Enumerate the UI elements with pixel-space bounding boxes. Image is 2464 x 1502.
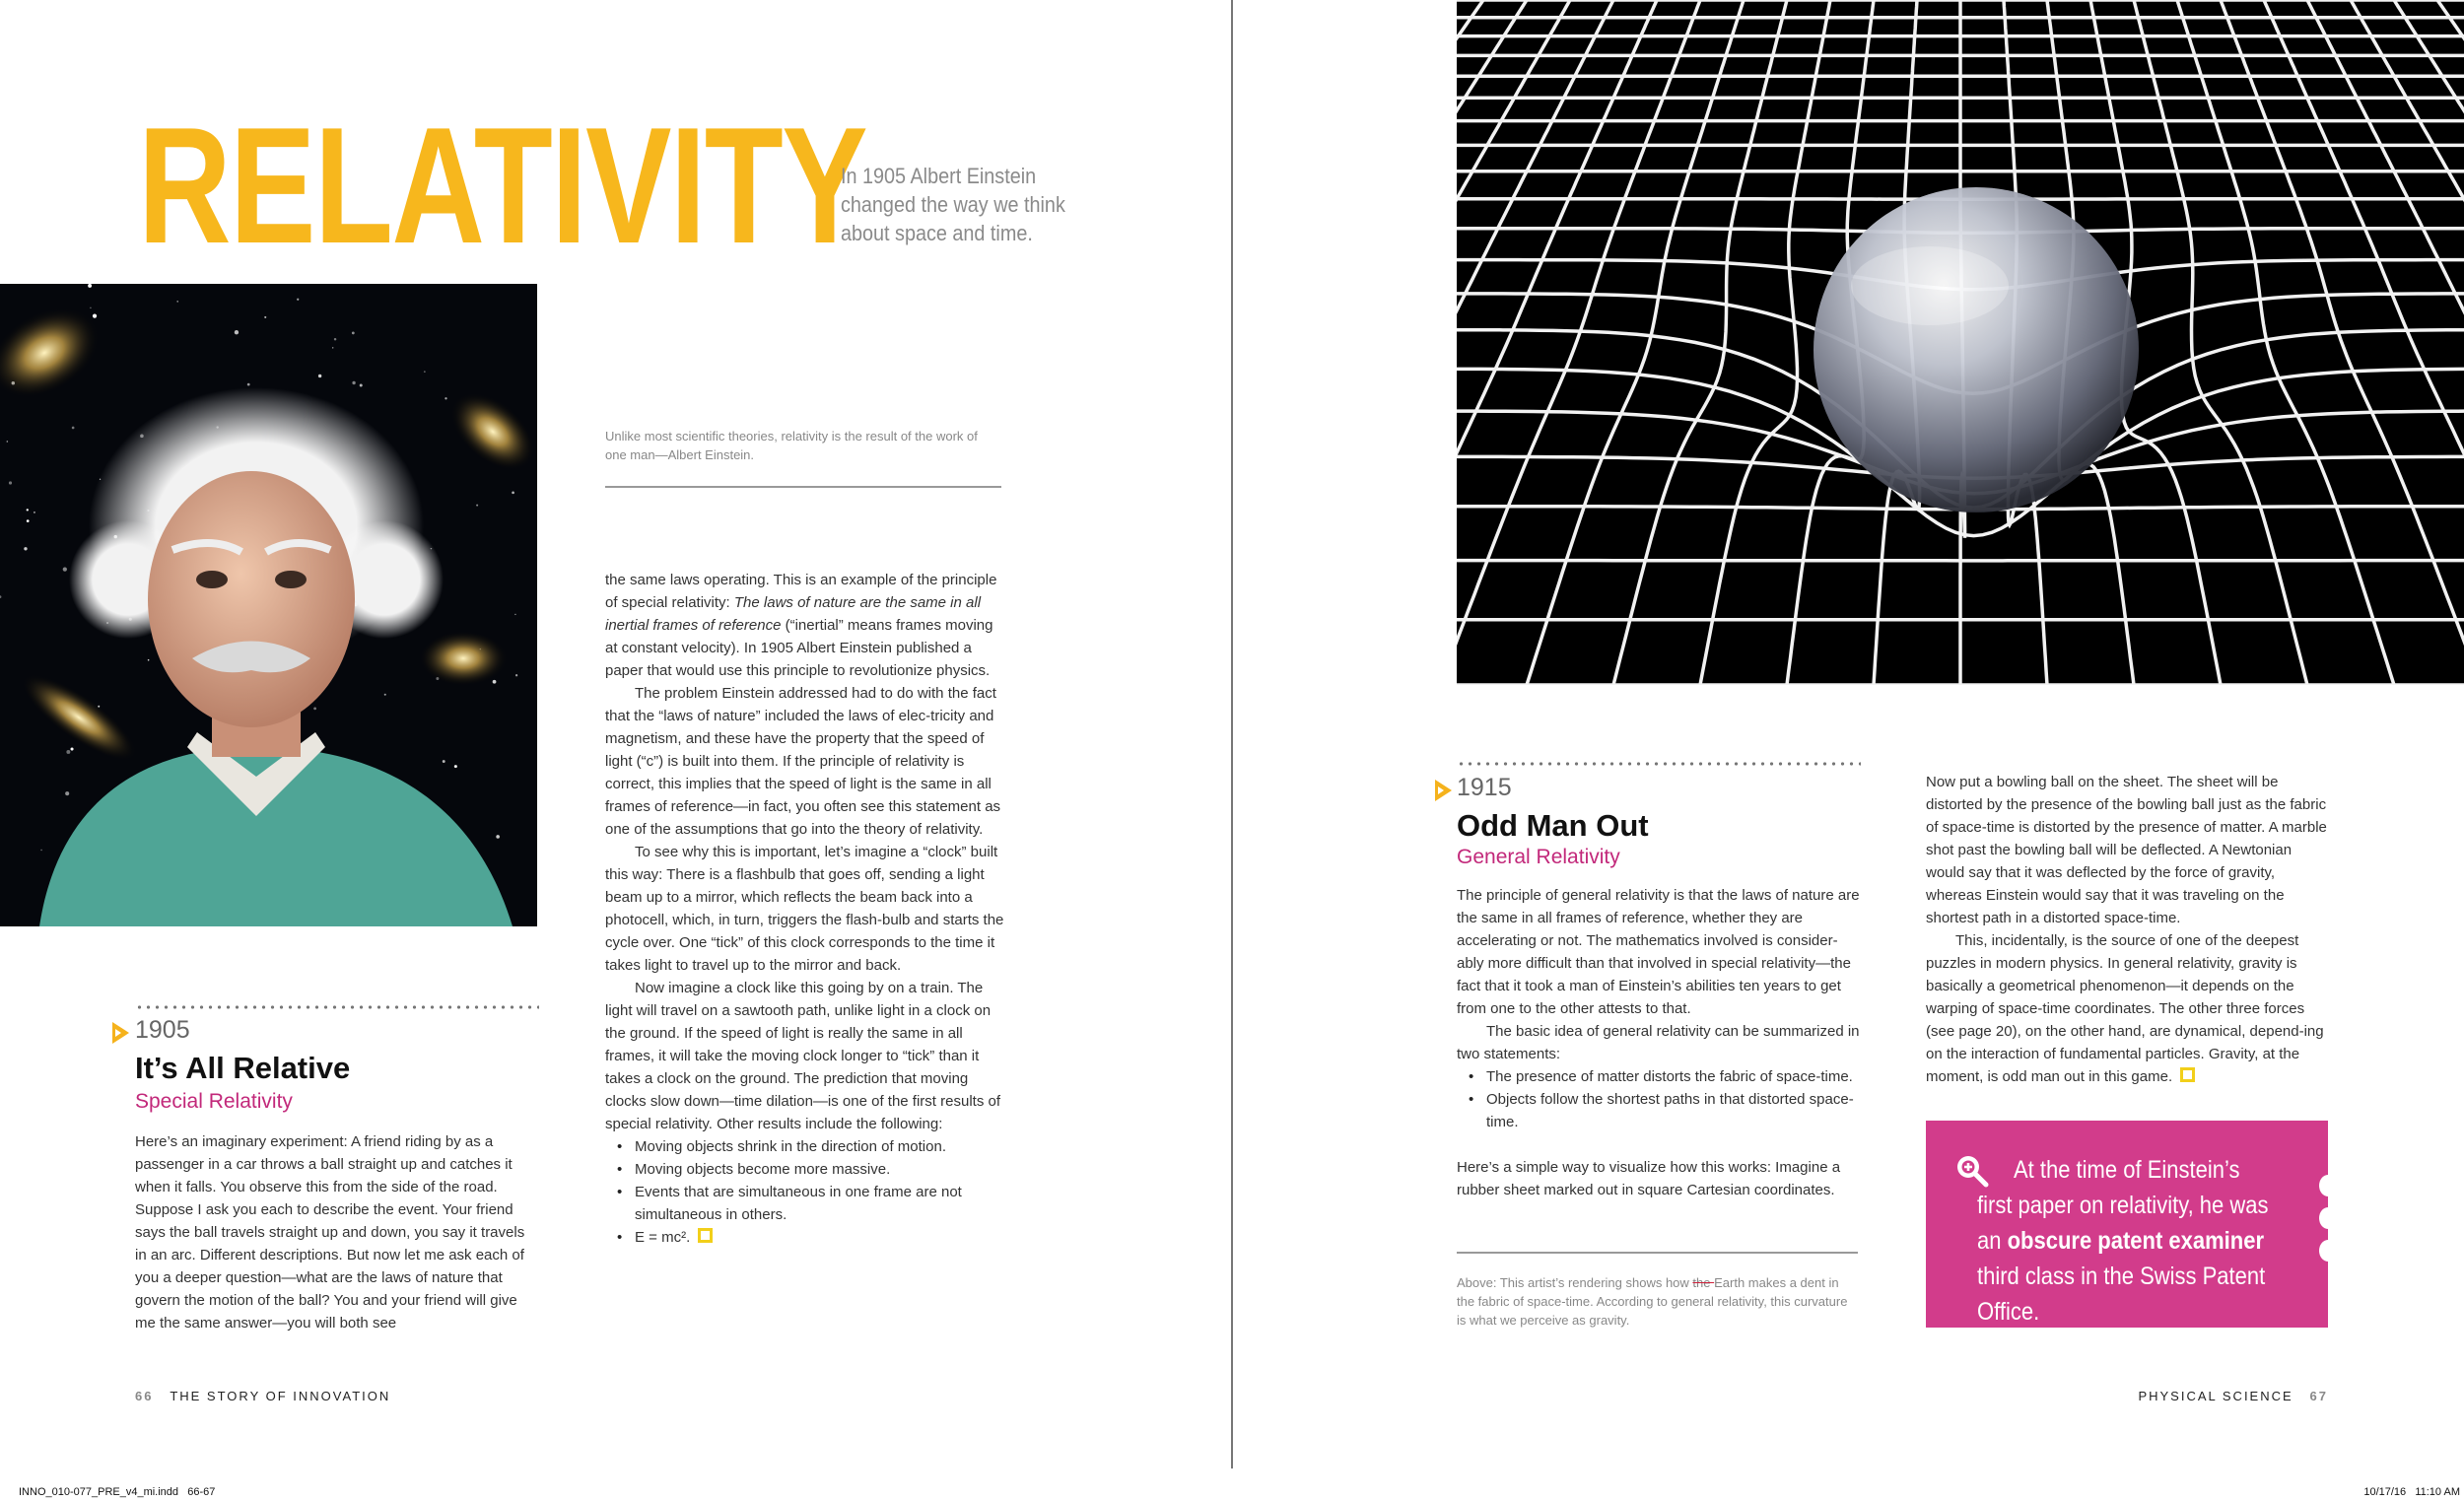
- paragraph: The basic idea of general relativity can be summarized in two statements:: [1457, 1023, 1860, 1062]
- list-item: • The presence of matter distorts the fabric of space-time.: [1486, 1065, 1861, 1088]
- fact-callout: [1926, 1121, 2328, 1328]
- paragraph: Here’s an imaginary experiment: A friend riding by as a passenger in a car throws a ball straight up and catches it when it falls. You observe this from the side of the road. Suppose I ask you each to describe the event. Your friend says the ball travels straight up and down, you say it travels in an arc. Different descriptions. But now let me ask each of you a deeper question—what are the laws of nature that govern the motion of the ball? You and your friend will give me the same answer—you will both see: [135, 1133, 525, 1331]
- section-body: [135, 1130, 539, 1334]
- paragraph: Now imagine a clock like this going by on a train. The light will travel on a sawtooth path, unlike light in a clock on the ground. If the speed of light is really the same in all frames, it will take the moving clock longer to “tick” than it takes a clock on the ground. The prediction that moving clocks slow down—time dilation—is one of the first results of special relativity. Other results include the following:: [605, 980, 1000, 1132]
- list-item: • Objects follow the shortest paths in that distorted space-time.: [1486, 1088, 1861, 1133]
- running-foot: PHYSICAL SCIENCE: [2138, 1389, 2293, 1403]
- end-mark-icon: [698, 1228, 713, 1243]
- section-body: [1457, 884, 1861, 1201]
- paragraph: [1926, 929, 2330, 1088]
- paragraph: To see why this is important, let’s imagine a “clock” built this way: There is a flashbulb that goes off, sending a light beam up to a mirror, which reflects the beam back into a photocell, which, in turn, triggers the flash-bulb and starts the cycle over. One “tick” of this clock corresponds to the time it takes light to travel up to the mirror and back.: [605, 844, 1004, 974]
- text: the same laws operating. This is an example of the principle of special relativity:: [605, 572, 997, 611]
- page-gutter: [1231, 0, 1233, 1468]
- text: At the time of Einstein’s first paper on relativity, he was an: [1977, 1156, 2269, 1255]
- text: Earth makes a dent in the fabric of space-time. According to general relativity, this curvature is what we perceive as gravity.: [1457, 1275, 1848, 1328]
- dotted-divider: [135, 1005, 539, 1009]
- section-body-continued: [1926, 771, 2330, 1088]
- list-item: [635, 1226, 1004, 1249]
- folio-right: [2138, 1389, 2328, 1403]
- intro-text: In 1905 Albert Einstein changed the way we think about space and time.: [841, 164, 1065, 245]
- struck-text: the: [1692, 1275, 1715, 1290]
- caption-rule: [605, 486, 1001, 488]
- section-year: 1915: [1457, 774, 1512, 801]
- image-caption: [1457, 1273, 1851, 1330]
- paragraph: The problem Einstein addressed had to do with the fact that the “laws of nature” included the laws of elec-tricity and magnetism, and these have the property that the speed of light (“c”) is built into them. If the principle of relativity is correct, this implies that the speed of light is the same in all frames of reference—in fact, you often see this statement as one of the assumptions that go into the theory of relativity.: [605, 685, 1001, 838]
- caption-rule: [1457, 1252, 1858, 1254]
- page-number: 66: [135, 1389, 154, 1403]
- text: This, incidentally, is the source of one of the deepest puzzles in modern physics. In general relativity, gravity is basically a geometrical phenomenon—it depends on the warping of space-time coordinates. The other three forces (see page 20), on the other hand, are dynamical, depend-ing on the interaction of fundamental particles. Gravity, at the moment, is odd man out in this game.: [1926, 932, 2324, 1085]
- intro-caption: Unlike most scientific theories, relativity is the result of the work of one man—Albert Einstein.: [605, 429, 978, 462]
- italic-principle: The laws of nature are the same in all inertial frames of reference: [605, 594, 982, 634]
- einstein-photo: [0, 284, 537, 926]
- paragraph: Now put a bowling ball on the sheet. The sheet will be distorted by the presence of the bowling ball just as the fabric of space-time is distorted by the presence of matter. A marble shot past the bowling ball will be deflected. A Newtonian would say that it was deflected by the force of gravity, whereas Einstein would say that it was traveling on the shortest path in a distorted space-time.: [1926, 774, 2327, 926]
- slug-filename: INNO_010-077_PRE_v4_mi.indd 66-67: [19, 1486, 216, 1498]
- dotted-divider: [1457, 762, 1861, 766]
- statements-list: [1457, 1065, 1861, 1133]
- notch: [2319, 1240, 2337, 1262]
- page-title: RELATIVITY: [138, 93, 867, 278]
- section-title: It’s All Relative: [135, 1051, 351, 1085]
- text: E = mc².: [635, 1229, 691, 1246]
- middle-column: [605, 569, 1004, 1249]
- section-subtitle: Special Relativity: [135, 1090, 293, 1113]
- notch: [2319, 1175, 2337, 1196]
- folio-left: [135, 1389, 390, 1403]
- list-item: • Moving objects shrink in the direction of motion.: [635, 1135, 1004, 1158]
- list-item: • Moving objects become more massive.: [635, 1158, 1004, 1181]
- section-year: 1905: [135, 1016, 190, 1044]
- slug-date: 10/17/16 11:10 AM: [2363, 1486, 2460, 1498]
- end-mark-icon: [2180, 1067, 2195, 1082]
- section-subtitle: General Relativity: [1457, 846, 1620, 868]
- text: Above: This artist’s rendering shows how: [1457, 1275, 1693, 1290]
- paragraph: Here’s a simple way to visualize how this works: Imagine a rubber sheet marked out in square Cartesian coordinates.: [1457, 1159, 1841, 1198]
- triangle-arrow-icon: [112, 1022, 129, 1044]
- results-list: [605, 1135, 1004, 1249]
- notch: [2319, 1207, 2337, 1229]
- paragraph: [605, 569, 1004, 682]
- paragraph: The principle of general relativity is that the laws of nature are the same in all frames of reference, whether they are accelerating or not. The mathematics involved is consider-ably more difficult than that involved in special relativity—the fact that it took a man of Einstein’s abilities ten years to get from one to the other attests to that.: [1457, 887, 1860, 1017]
- bold-text: obscure patent examiner: [2007, 1227, 2265, 1255]
- running-foot: THE STORY OF INNOVATION: [170, 1389, 391, 1403]
- text: third class in the Swiss Patent Office.: [1977, 1263, 2266, 1326]
- sphere: [1814, 187, 2139, 512]
- callout-text: [1977, 1152, 2272, 1330]
- list-item: • Events that are simultaneous in one frame are not simultaneous in others.: [635, 1181, 1004, 1226]
- text: (“inertial” means frames moving at constant velocity). In 1905 Albert Einstein published a paper that would use this principle to revolutionize physics.: [605, 617, 993, 679]
- triangle-arrow-icon: [1435, 780, 1452, 801]
- spacetime-grid-illustration: [1457, 0, 2464, 685]
- section-title: Odd Man Out: [1457, 808, 1649, 843]
- page-number: 67: [2309, 1389, 2328, 1403]
